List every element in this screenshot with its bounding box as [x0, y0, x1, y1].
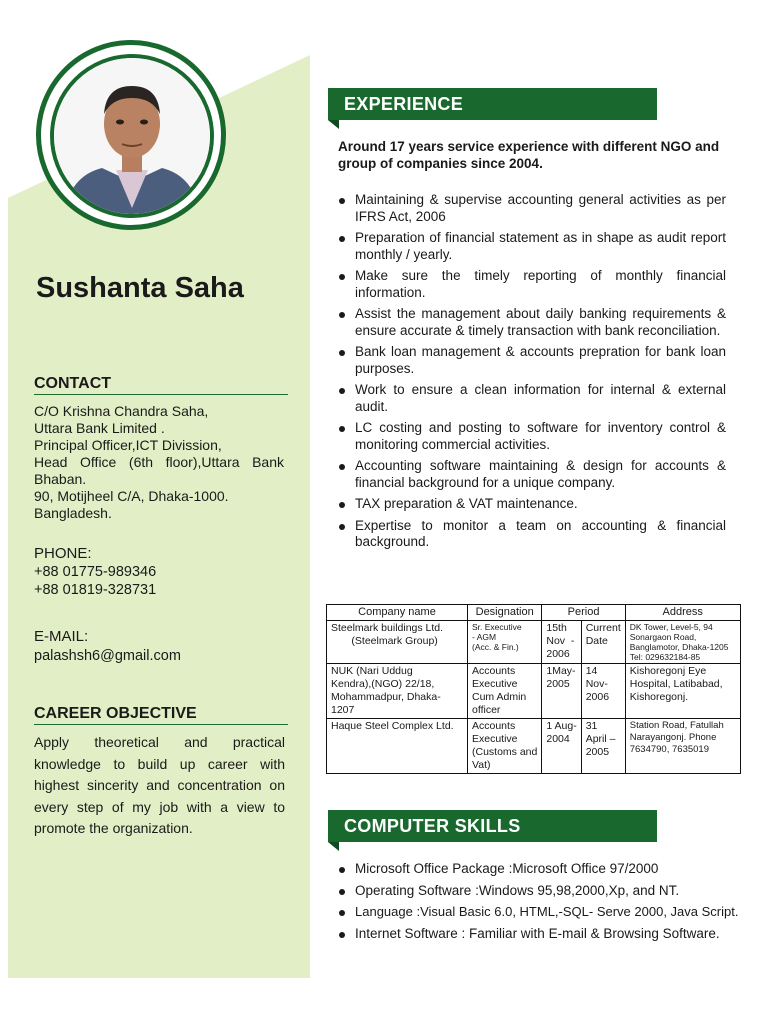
contact-line: Uttara Bank Limited .: [34, 420, 165, 436]
list-item-text: Accounting software maintaining & design for accounts & financial background for a unique company.: [355, 458, 726, 490]
period-from-cell: 1 Aug- 2004: [542, 719, 581, 774]
bullet-icon: [339, 312, 345, 318]
list-item: [338, 883, 766, 900]
company-cell: Haque Steel Complex Ltd.: [327, 719, 468, 774]
list-item: [338, 518, 726, 551]
table-row: [327, 664, 741, 719]
list-item-text: Preparation of financial statement as in shape as audit report monthly / yearly.: [355, 230, 726, 262]
list-item-text: Work to ensure a clean information for internal & external audit.: [355, 382, 726, 414]
list-item: [338, 904, 766, 921]
bullet-icon: [339, 388, 345, 394]
email-label: E-MAIL:: [34, 628, 89, 645]
list-item-text: Language :Visual Basic 6.0, HTML,-SQL- Serve 2000, Java Script.: [355, 904, 739, 919]
list-item: [338, 268, 726, 301]
contact-heading: CONTACT: [34, 375, 288, 395]
designation-cell: Accounts Executive Cum Admin officer: [468, 664, 542, 719]
phone-number: +88 01819-328731: [34, 582, 157, 598]
bullet-icon: [339, 350, 345, 356]
list-item-text: TAX preparation & VAT maintenance.: [355, 496, 578, 511]
skills-list: [338, 861, 766, 947]
candidate-name: Sushanta Saha: [36, 272, 244, 304]
bullet-icon: [339, 502, 345, 508]
experience-table: [326, 604, 741, 774]
list-item: [338, 192, 726, 225]
person-portrait-icon: [54, 58, 210, 214]
list-item: [338, 496, 726, 513]
list-item-text: Assist the management about daily banking requirements & ensure accurate & timely transaction with bank reconciliation.: [355, 306, 726, 338]
list-item-text: Make sure the timely reporting of monthly financial information.: [355, 268, 726, 300]
career-objective-heading: CAREER OBJECTIVE: [34, 705, 288, 725]
list-item: [338, 306, 726, 339]
list-item: [338, 230, 726, 263]
address-cell: DK Tower, Level-5, 94 Sonargaon Road, Banglamotor, Dhaka-1205 Tel: 029632184-85: [625, 621, 740, 664]
table-header-row: [327, 605, 741, 621]
list-item-text: Internet Software : Familiar with E-mail & Browsing Software.: [355, 925, 720, 941]
bullet-icon: [339, 274, 345, 280]
contact-line: 90, Motijheel C/A, Dhaka-1000.: [34, 488, 229, 504]
experience-list: [338, 192, 726, 556]
table-row: [327, 621, 741, 664]
bullet-icon: [339, 236, 345, 242]
address-cell: Station Road, Fatullah Narayangonj. Phone 7634790, 7635019: [625, 719, 740, 774]
bullet-icon: [339, 426, 345, 432]
bullet-icon: [339, 932, 345, 938]
profile-photo: [50, 54, 214, 218]
list-item: [338, 344, 726, 377]
contact-line: Head Office (6th floor),Uttara Bank Bhaban.: [34, 454, 284, 487]
experience-banner: EXPERIENCE: [328, 88, 657, 120]
list-item-text: Microsoft Office Package :Microsoft Office 97/2000: [355, 861, 659, 876]
banner-fold: [328, 120, 339, 129]
list-item: [338, 458, 726, 491]
period-from-cell: 15th Nov - 2006: [542, 621, 581, 664]
company-cell: Steelmark buildings Ltd. (Steelmark Group): [327, 621, 468, 664]
list-item-text: Bank loan management & accounts prepration for bank loan purposes.: [355, 344, 726, 376]
period-from-cell: 1May- 2005: [542, 664, 581, 719]
period-to-cell: 14 Nov- 2006: [581, 664, 625, 719]
career-objective-text: Apply theoretical and practical knowledge to build up career with highest sincerity and concentration on every step of my job with a view to promote the organization.: [34, 734, 285, 836]
list-item-text: LC costing and posting to software for inventory control & monitoring commercial activities.: [355, 420, 726, 452]
bullet-icon: [339, 464, 345, 470]
bullet-icon: [339, 198, 345, 204]
period-to-cell: Current Date: [581, 621, 625, 664]
column-header: Designation: [468, 605, 542, 621]
address-cell: Kishoregonj Eye Hospital, Latibabad, Kishoregonj.: [625, 664, 740, 719]
list-item-text: Maintaining & supervise accounting general activities as per IFRS Act, 2006: [355, 192, 726, 224]
contact-line: Principal Officer,ICT Divission,: [34, 437, 222, 453]
banner-fold: [328, 842, 339, 851]
designation-cell: Accounts Executive (Customs and Vat): [468, 719, 542, 774]
list-item: [338, 420, 726, 453]
contact-line: C/O Krishna Chandra Saha,: [34, 403, 209, 419]
designation-cell: Sr. Executive - AGM (Acc. & Fin.): [468, 621, 542, 664]
phone-label: PHONE:: [34, 545, 92, 562]
bullet-icon: [339, 867, 345, 873]
list-item: [338, 926, 766, 943]
column-header: Period: [542, 605, 625, 621]
list-item-text: Operating Software :Windows 95,98,2000,Xp, and NT.: [355, 882, 680, 898]
bullet-icon: [339, 524, 345, 530]
computer-skills-banner: COMPUTER SKILLS: [328, 810, 657, 842]
period-to-cell: 31 April – 2005: [581, 719, 625, 774]
table-row: [327, 719, 741, 774]
contact-line: Bangladesh.: [34, 505, 112, 521]
column-header: Address: [625, 605, 740, 621]
company-cell: NUK (Nari Uddug Kendra),(NGO) 22/18, Mohammadpur, Dhaka- 1207: [327, 664, 468, 719]
list-item: [338, 861, 766, 878]
column-header: Company name: [327, 605, 468, 621]
experience-intro: Around 17 years service experience with different NGO and group of companies since 2004.: [338, 139, 720, 171]
list-item: [338, 382, 726, 415]
phone-number: +88 01775-989346: [34, 564, 157, 580]
list-item-text: Expertise to monitor a team on accounting & financial background.: [355, 517, 726, 549]
bullet-icon: [339, 910, 345, 916]
email-address[interactable]: palashsh6@gmail.com: [34, 648, 181, 664]
contact-address: [34, 403, 284, 522]
bullet-icon: [339, 889, 345, 895]
